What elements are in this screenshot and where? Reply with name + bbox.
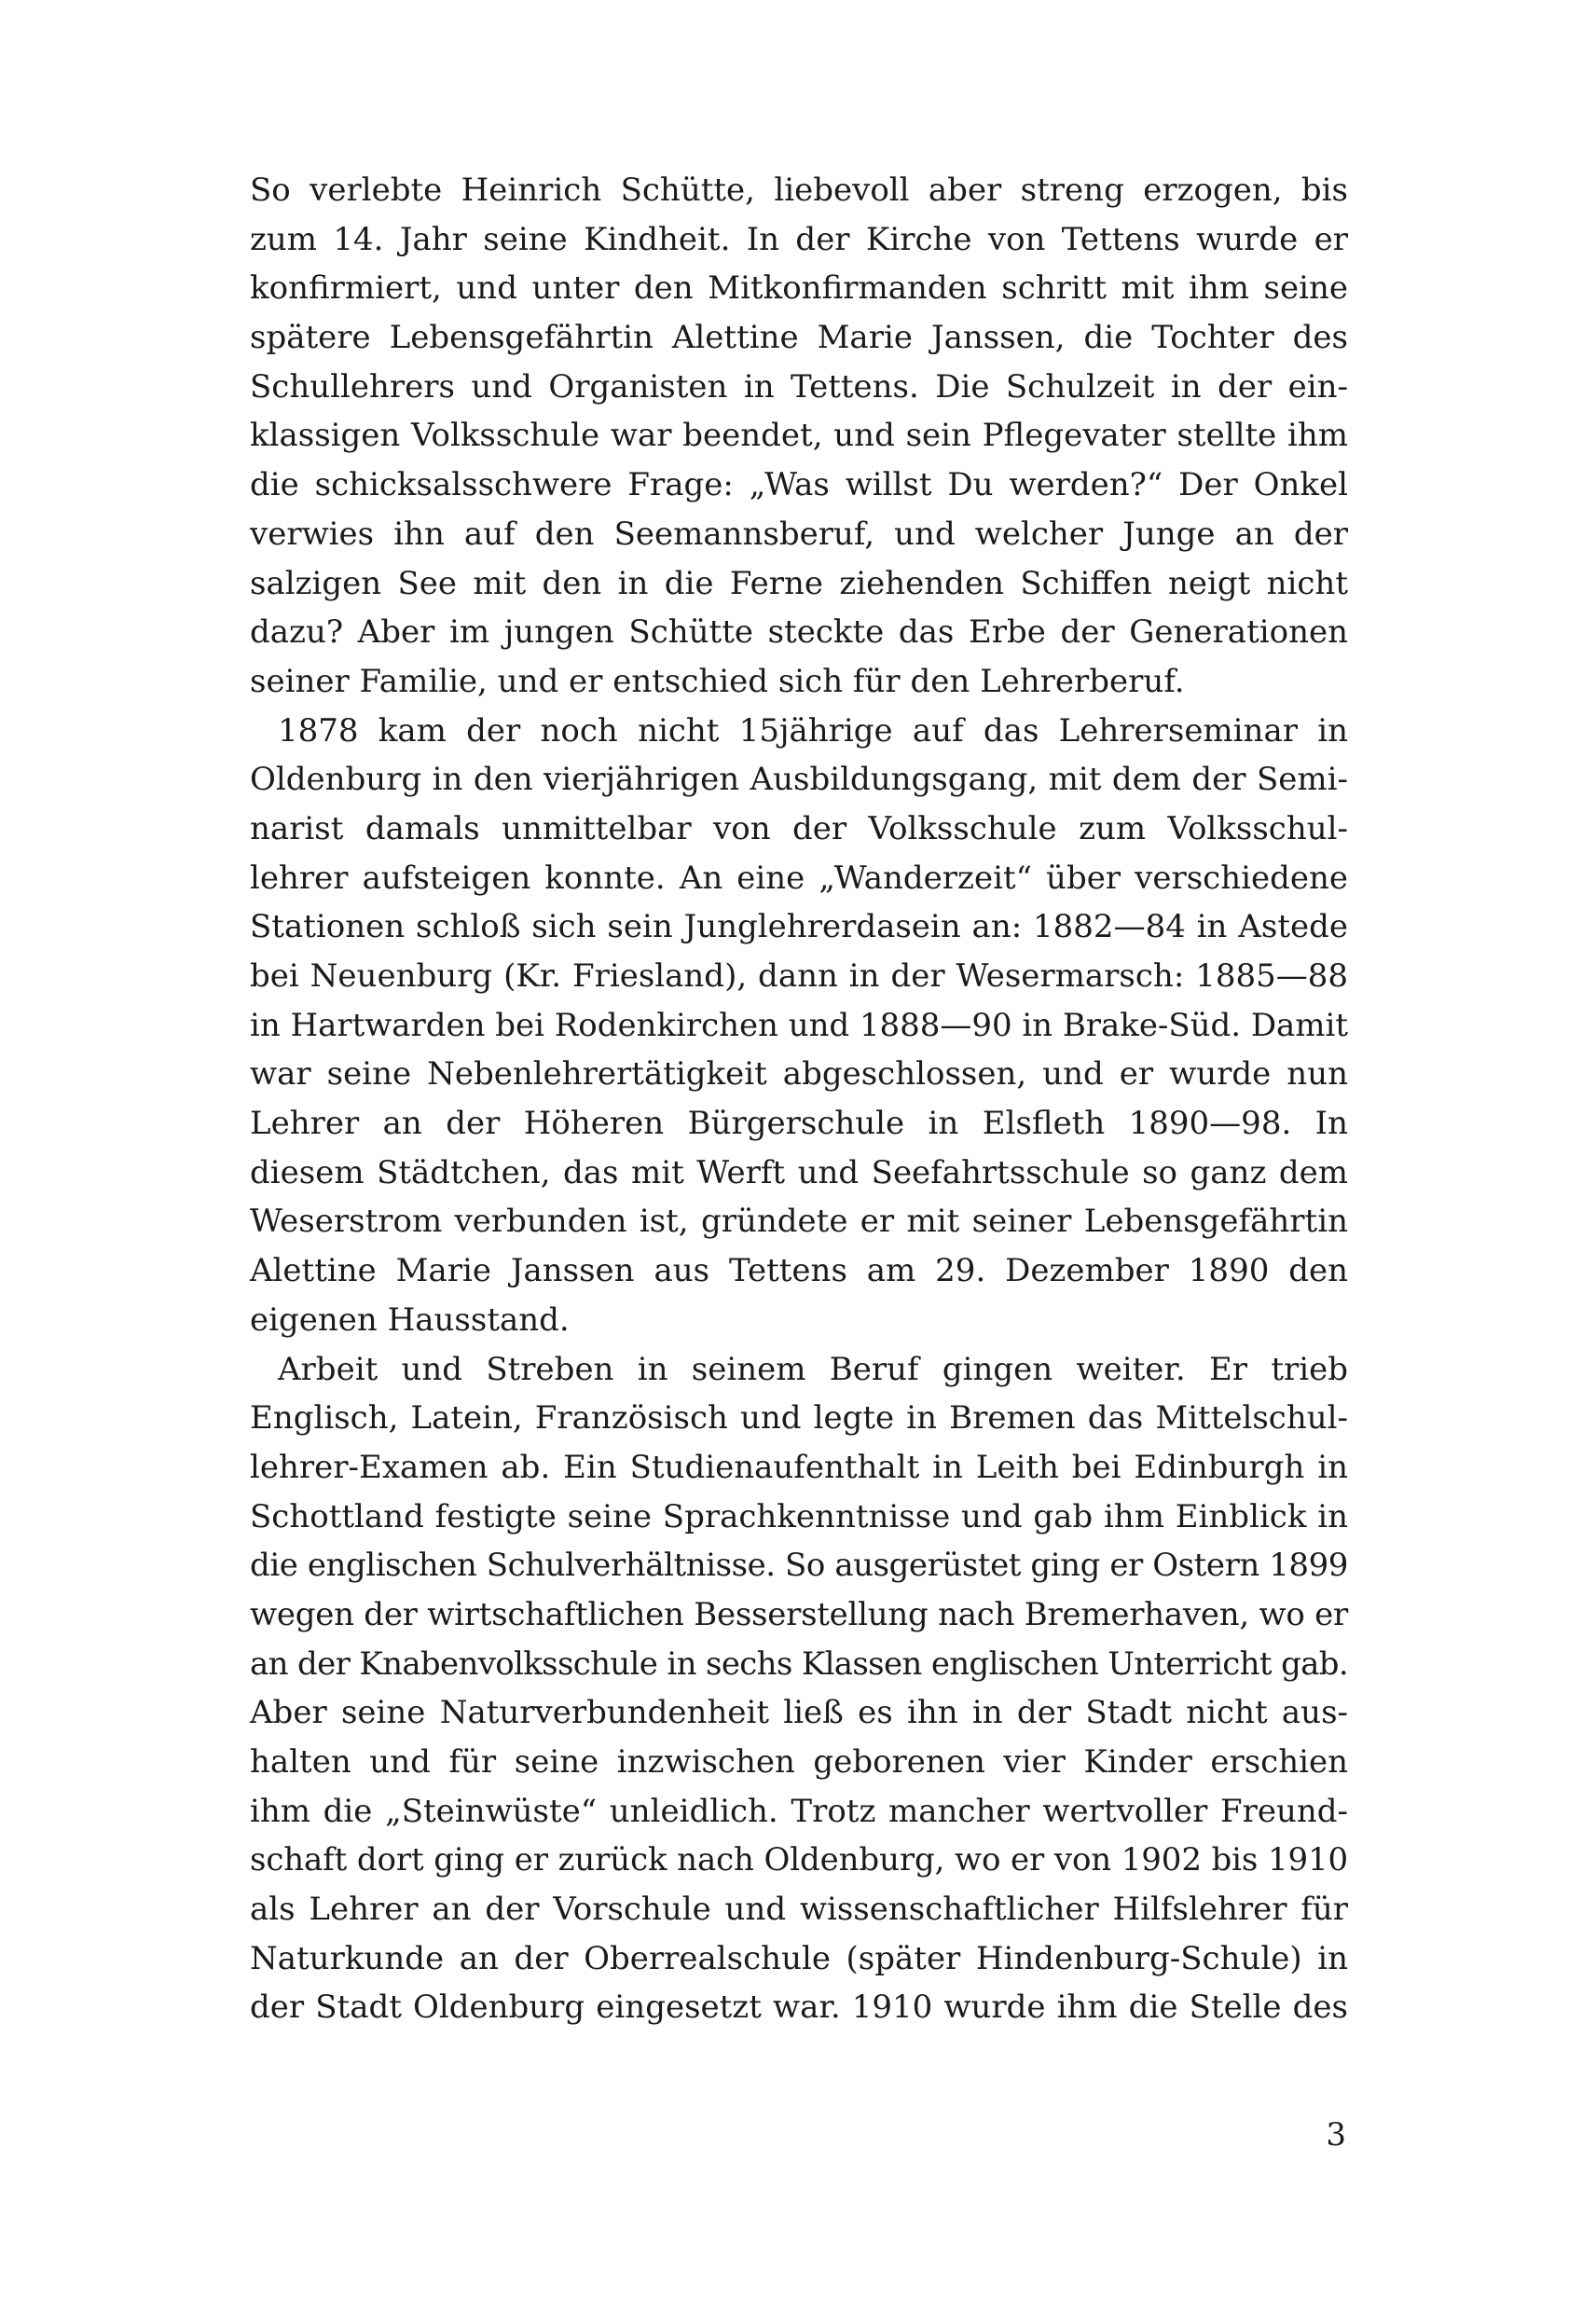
text-line: klassigen Volksschule war beendet, und sein Pflegevater stellte ihm [250,417,1348,455]
text-line: Aber seine Naturverbundenheit ließ es ihn in der Stadt nicht aus- [250,1694,1348,1732]
text-line: war seine Nebenlehrertätigkeit abgeschlossen, und er wurde nun [250,1055,1348,1094]
text-line: salzigen See mit den in die Ferne ziehenden Schiffen neigt nicht [250,564,1348,602]
text-line: bei Neuenburg (Kr. Friesland), dann in der Wesermarsch: 1885—88 [250,957,1348,995]
text-line: diesem Städtchen, das mit Werft und Seefahrtsschule so ganz dem [250,1153,1348,1191]
text-line: spätere Lebensgefährtin Alettine Marie Janssen, die Tochter des [250,319,1348,357]
text-line: narist damals unmittelbar von der Volksschule zum Volksschul- [250,809,1348,847]
text-line: Alettine Marie Janssen aus Tettens am 29. Dezember 1890 den [250,1252,1348,1290]
text-line: Weserstrom verbunden ist, gründete er mit seiner Lebensgefährtin [250,1203,1348,1241]
text-line: Oldenburg in den vierjährigen Ausbildungsgang, mit dem der Semi- [250,761,1348,799]
text-line: Naturkunde an der Oberrealschule (später Hindenburg-Schule) in [250,1939,1348,1977]
text-line: Arbeit und Streben in seinem Beruf gingen weiter. Er trieb [278,1350,1348,1388]
text-line: konfirmiert, und unter den Mitkonfirmanden schritt mit ihm seine [250,269,1348,308]
text-line: verwies ihn auf den Seemannsberuf, und welcher Junge an der [250,515,1348,553]
text-line: Lehrer an der Höheren Bürgerschule in Elsfleth 1890—98. In [250,1105,1348,1143]
text-line: Stationen schloß sich sein Junglehrerdasein an: 1882—84 in Astede [250,908,1348,946]
text-line: in Hartwarden bei Rodenkirchen und 1888—90 in Brake-Süd. Damit [250,1006,1348,1044]
text-line: Schullehrers und Organisten in Tettens. Die Schulzeit in der ein- [250,367,1348,406]
text-line: Schottland festigte seine Sprachkenntnisse und gab ihm Einblick in [250,1497,1348,1535]
page-number: 3 [1326,2116,1346,2154]
text-line: ihm die „Steinwüste“ unleidlich. Trotz mancher wertvoller Freund- [250,1792,1348,1830]
text-line: an der Knabenvolksschule in sechs Klassen englischen Unterricht gab. [250,1645,1348,1683]
text-line: 1878 kam der noch nicht 15jährige auf das Lehrerseminar in [278,711,1348,750]
text-line: lehrer-Examen ab. Ein Studienaufenthalt in Leith bei Edinburgh in [250,1448,1348,1486]
text-line: der Stadt Oldenburg eingesetzt war. 1910 wurde ihm die Stelle des [250,1989,1348,2027]
text-line: wegen der wirtschaftlichen Besserstellung nach Bremerhaven, wo er [250,1595,1348,1633]
text-line: als Lehrer an der Vorschule und wissenschaftlicher Hilfslehrer für [250,1891,1348,1929]
text-line: die englischen Schulverhältnisse. So ausgerüstet ging er Ostern 1899 [250,1547,1348,1585]
text-line: zum 14. Jahr seine Kindheit. In der Kirche von Tettens wurde er [250,220,1348,258]
text-line: Englisch, Latein, Französisch und legte in Bremen das Mittelschul- [250,1399,1348,1438]
text-line: lehrer aufsteigen konnte. An eine „Wanderzeit“ über verschiedene [250,859,1348,897]
text-line: halten und für seine inzwischen geborenen vier Kinder erschien [250,1743,1348,1781]
paragraph [250,707,1348,1345]
body-text [250,166,1348,2032]
text-line: So verlebte Heinrich Schütte, liebevoll aber streng erzogen, bis [250,172,1348,209]
text-line: seiner Familie, und er entschied sich für den Lehrerberuf. [250,662,1185,700]
paragraph [250,166,1348,707]
text-line: schaft dort ging er zurück nach Oldenburg, wo er von 1902 bis 1910 [250,1841,1348,1879]
text-line: dazu? Aber im jungen Schütte steckte das Erbe der Generationen [250,613,1348,652]
paragraph [250,1345,1348,2033]
text-line: die schicksalsschwere Frage: „Was willst Du werden?“ Der Onkel [250,466,1348,504]
text-line: eigenen Hausstand. [250,1300,570,1339]
